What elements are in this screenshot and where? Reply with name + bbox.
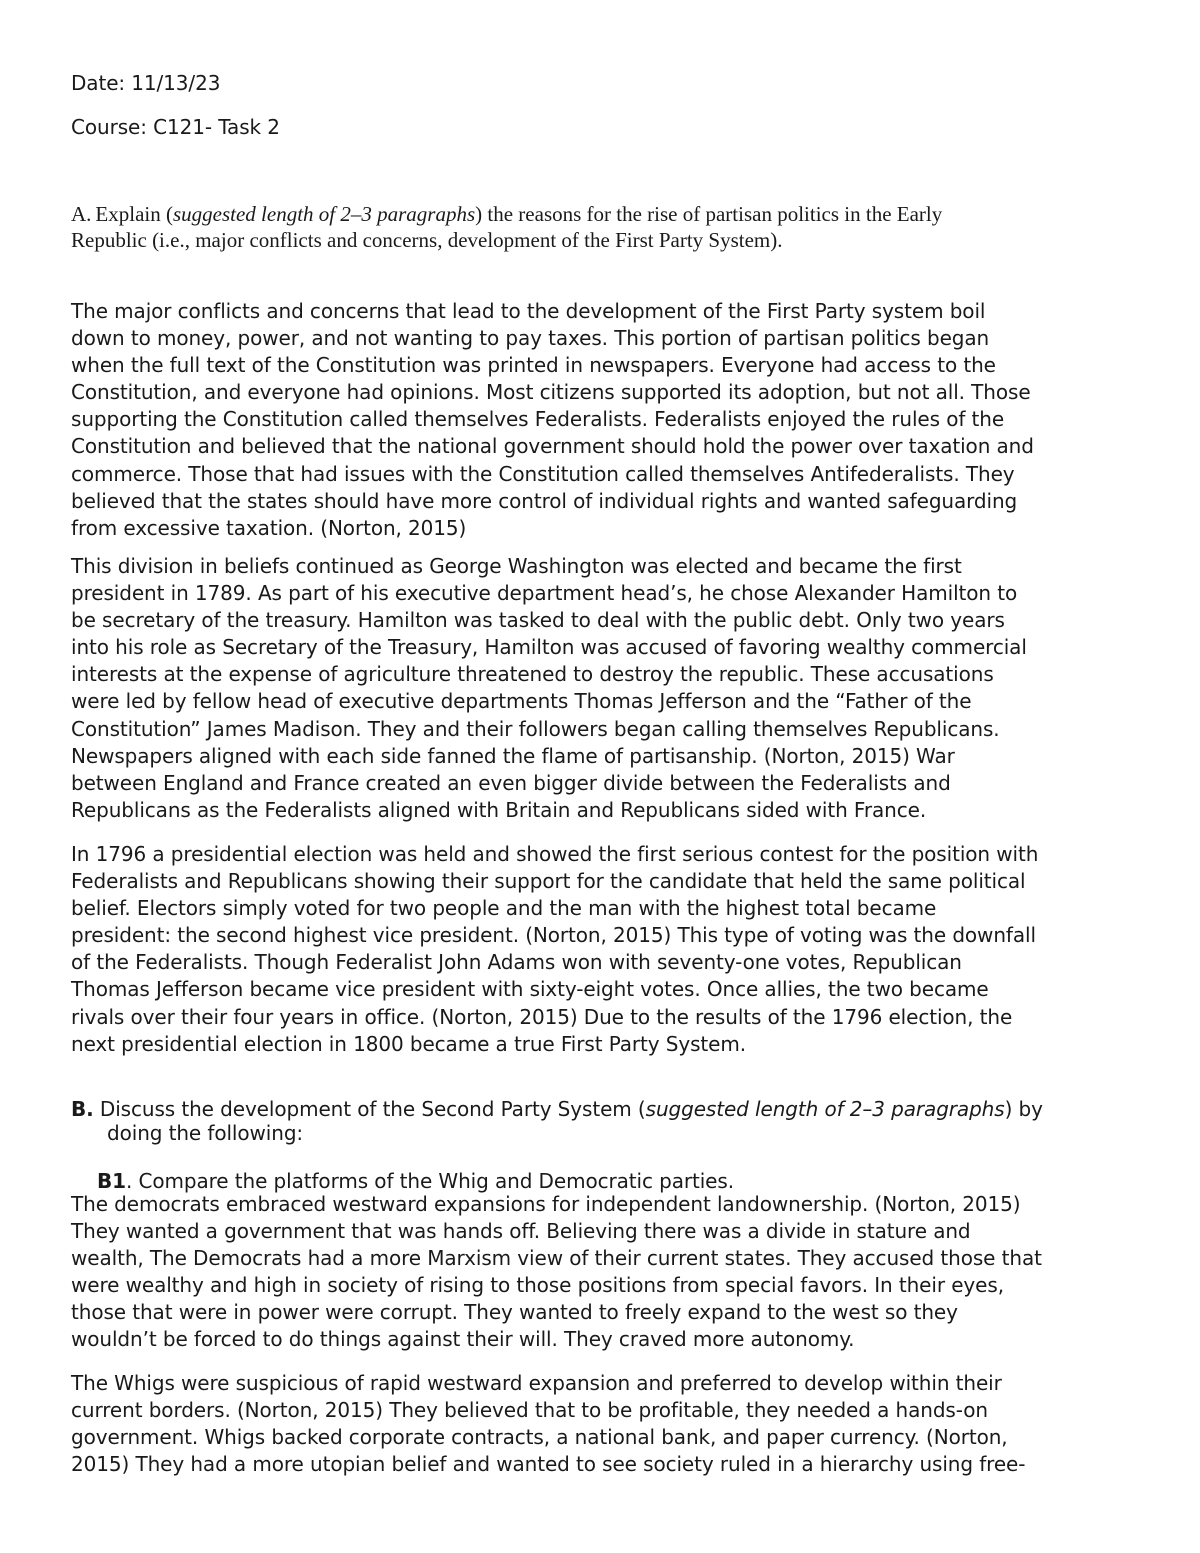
question-b1-text: . Compare the platforms of the Whig and Democratic parties.	[125, 1169, 734, 1193]
question-a-text-after: ) the reasons for the rise of partisan politics in the Early	[475, 202, 943, 226]
question-b1-label: B1	[97, 1169, 126, 1193]
paragraph-line: belief. Electors simply voted for two people and the man with the highest total became	[71, 896, 937, 921]
paragraph-line: government. Whigs backed corporate contracts, a national bank, and paper currency. (Norton,	[71, 1425, 1008, 1450]
answer-b1-paragraph-1	[71, 1191, 1141, 1354]
question-b-line2: doing the following:	[107, 1121, 304, 1145]
paragraph-line: The Whigs were suspicious of rapid westward expansion and preferred to develop within their	[71, 1371, 1002, 1395]
paragraph-line: into his role as Secretary of the Treasury, Hamilton was accused of favoring wealthy commercial	[71, 635, 1027, 660]
paragraph-line: Constitution and believed that the national government should hold the power over taxation and	[71, 434, 1034, 459]
question-a-line2: Republic (i.e., major conflicts and concerns, development of the First Party System).	[71, 228, 783, 252]
paragraph-line: rivals over their four years in office. (Norton, 2015) Due to the results of the 1796 election, the	[71, 1004, 1013, 1029]
question-a-italic: suggested length of 2–3 paragraphs	[172, 202, 476, 226]
course-line: Course: C121- Task 2	[71, 115, 280, 139]
paragraph-line: next presidential election in 1800 became a true First Party System.	[71, 1031, 747, 1056]
paragraph-line: The democrats embraced westward expansions for independent landownership. (Norton, 2015)	[71, 1192, 1021, 1216]
paragraph-line: current borders. (Norton, 2015) They believed that to be profitable, they needed a hands-on	[71, 1398, 988, 1423]
paragraph-line: Thomas Jefferson became vice president with sixty-eight votes. Once allies, the two became	[71, 977, 989, 1002]
paragraph-line: president in 1789. As part of his executive department head’s, he chose Alexander Hamilton to	[71, 581, 1018, 606]
paragraph-line: In 1796 a presidential election was held and showed the first serious contest for the position with	[71, 842, 1039, 866]
paragraph-line: Constitution, and everyone had opinions. Most citizens supported its adoption, but not all. Those	[71, 380, 1031, 405]
paragraph-line: interests at the expense of agriculture threatened to destroy the republic. These accusations	[71, 662, 994, 687]
question-b-text-after: ) by	[1004, 1097, 1043, 1121]
paragraph-line: those that were in power were corrupt. They wanted to freely expand to the west so they	[71, 1300, 958, 1325]
question-a	[71, 201, 1177, 253]
paragraph-line: wealth, The Democrats had a more Marxism view of their current states. They accused those that	[71, 1246, 1042, 1271]
date-line: Date: 11/13/23	[71, 71, 221, 95]
question-b1	[97, 1169, 734, 1193]
paragraph-line: down to money, power, and not wanting to pay taxes. This portion of partisan politics began	[71, 326, 990, 351]
paragraph-line: when the full text of the Constitution was printed in newspapers. Everyone had access to the	[71, 353, 996, 378]
question-b-italic: suggested length of 2–3 paragraphs	[645, 1097, 1005, 1121]
paragraph-line: were wealthy and high in society of rising to those positions from special favors. In their eyes,	[71, 1273, 1004, 1298]
answer-a-paragraph-1	[71, 298, 1141, 542]
paragraph-line: Federalists and Republicans showing their support for the candidate that held the same political	[71, 869, 1026, 894]
paragraph-line: Newspapers aligned with each side fanned the flame of partisanship. (Norton, 2015) War	[71, 743, 955, 768]
paragraph-line: supporting the Constitution called themselves Federalists. Federalists enjoyed the rules of the	[71, 407, 1005, 432]
paragraph-line: Constitution” James Madison. They and their followers began calling themselves Republicans.	[71, 716, 1000, 741]
question-a-label: A.	[71, 202, 92, 226]
paragraph-line: wouldn’t be forced to do things against their will. They craved more autonomy.	[71, 1327, 855, 1352]
paragraph-line: were led by fellow head of executive departments Thomas Jefferson and the “Father of the	[71, 689, 972, 714]
paragraph-line: be secretary of the treasury. Hamilton was tasked to deal with the public debt. Only two years	[71, 608, 1005, 633]
paragraph-line: from excessive taxation. (Norton, 2015)	[71, 515, 467, 540]
question-b-text-before: Discuss the development of the Second Party System (	[93, 1097, 646, 1121]
answer-a-paragraph-2	[71, 553, 1141, 824]
question-a-text-before: Explain (	[95, 202, 173, 226]
question-b-label: B.	[71, 1097, 94, 1121]
paragraph-line: commerce. Those that had issues with the Constitution called themselves Antifederalists. They	[71, 461, 1015, 486]
paragraph-line: They wanted a government that was hands off. Believing there was a divide in stature and	[71, 1219, 971, 1244]
paragraph-line: This division in beliefs continued as George Washington was elected and became the first	[71, 554, 962, 578]
paragraph-line: of the Federalists. Though Federalist John Adams won with seventy-one votes, Republican	[71, 950, 962, 975]
paragraph-line: Republicans as the Federalists aligned with Britain and Republicans sided with France.	[71, 797, 927, 822]
answer-a-paragraph-3	[71, 841, 1141, 1058]
paragraph-line: believed that the states should have more control of individual rights and wanted safeguarding	[71, 488, 1018, 513]
question-b	[71, 1097, 1131, 1145]
paragraph-line: The major conflicts and concerns that lead to the development of the First Party system boil	[71, 299, 986, 323]
answer-b1-paragraph-2	[71, 1370, 1141, 1478]
paragraph-line: 2015) They had a more utopian belief and wanted to see society ruled in a hierarchy using free-	[71, 1452, 1026, 1477]
paragraph-line: between England and France created an even bigger divide between the Federalists and	[71, 770, 951, 795]
paragraph-line: president: the second highest vice president. (Norton, 2015) This type of voting was the downfall	[71, 923, 1036, 948]
